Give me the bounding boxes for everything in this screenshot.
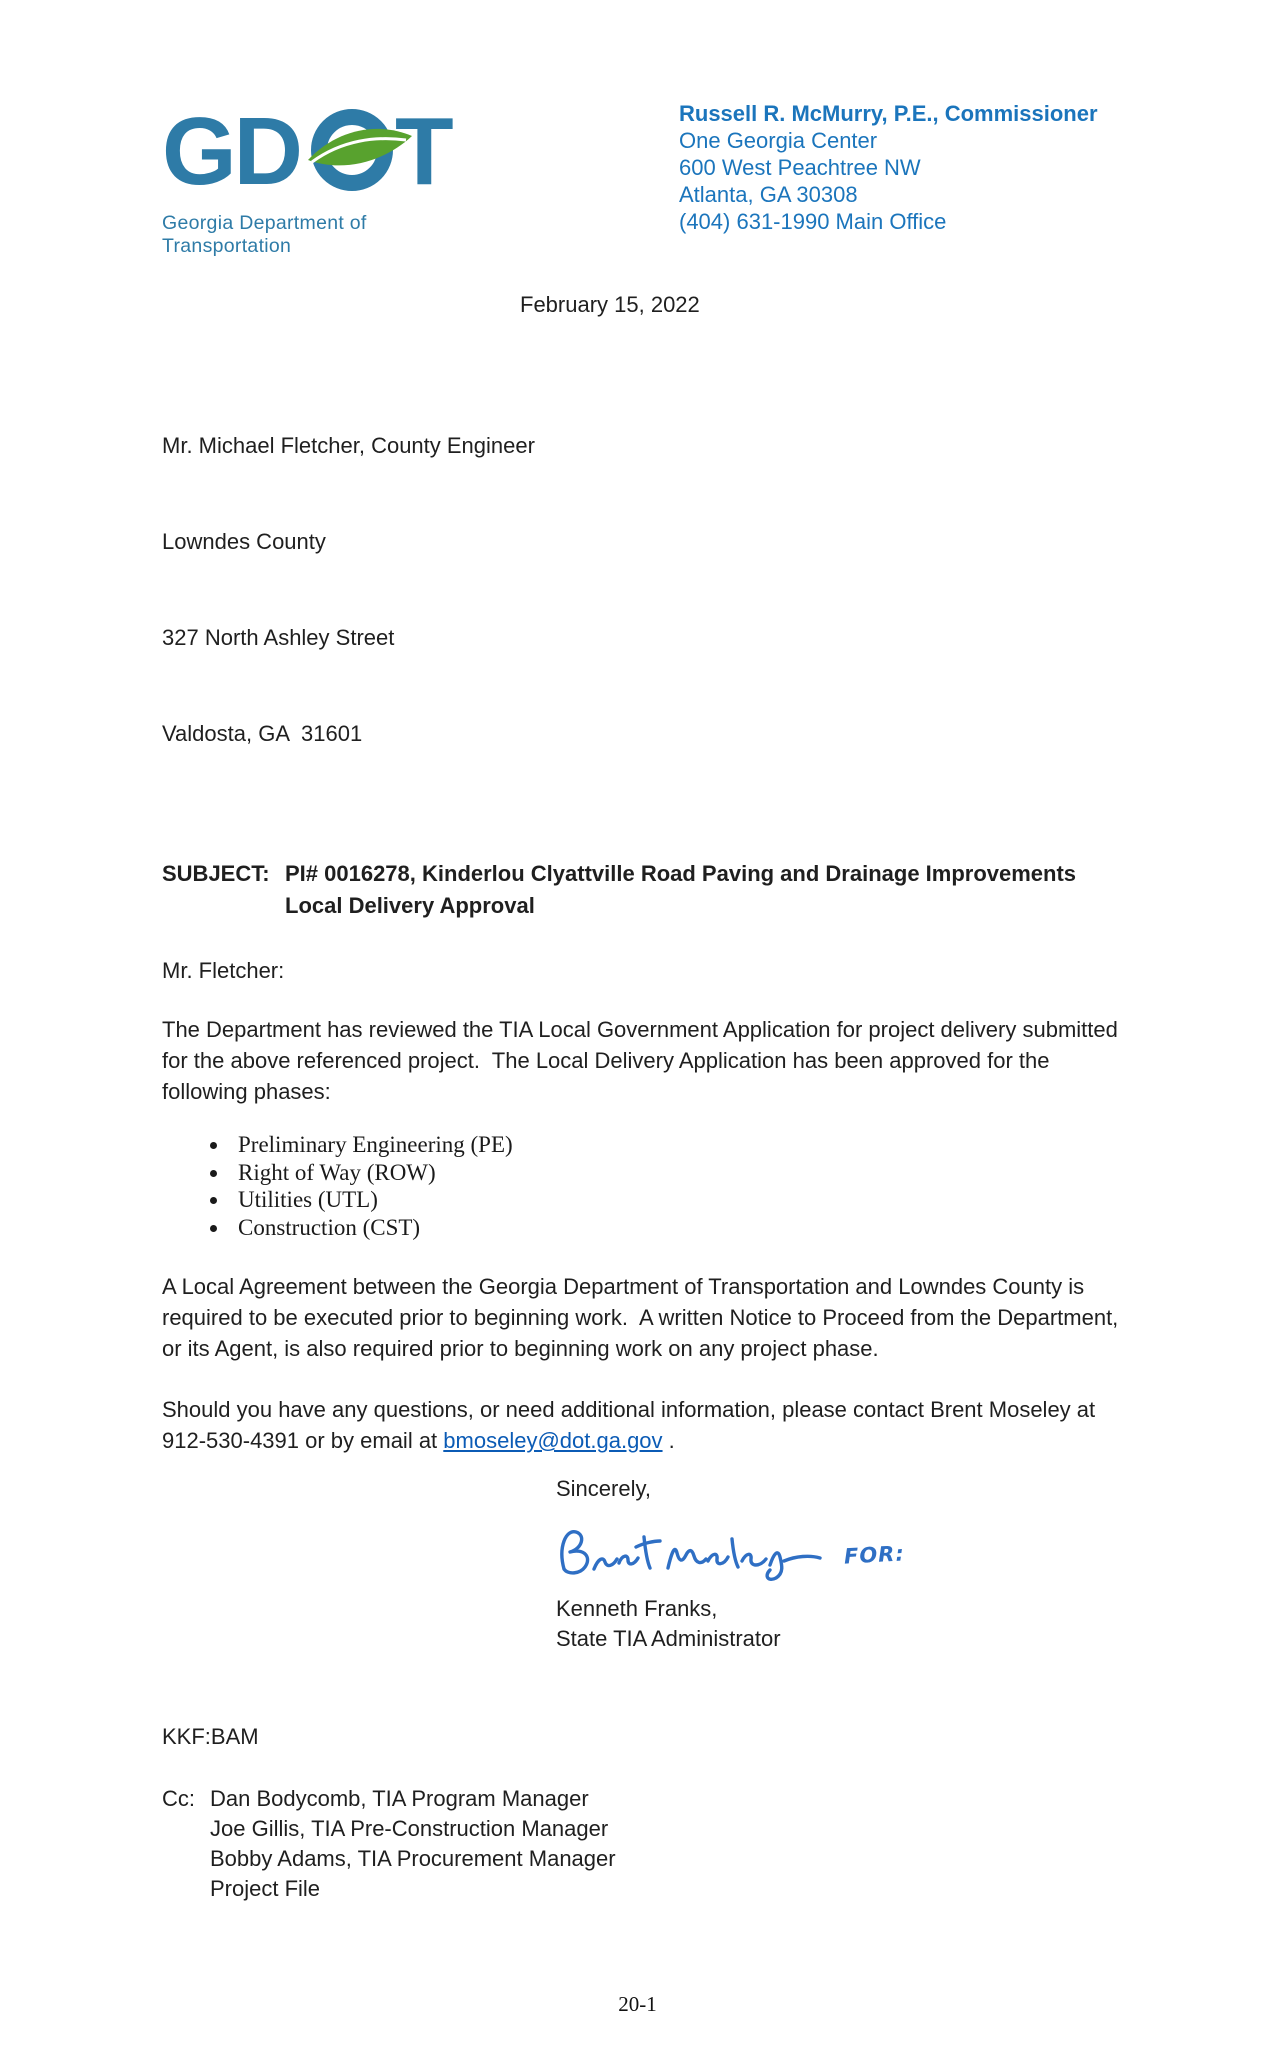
subject-line2: Local Delivery Approval: [285, 893, 535, 918]
letter-date: February 15, 2022: [520, 292, 700, 317]
typist-reference: KKF:BAM: [162, 1724, 259, 1749]
subject-line1: PI# 0016278, Kinderlou Clyattville Road Paving and Drainage Improvements: [285, 861, 1077, 886]
page-number: 20-1: [618, 1992, 657, 2016]
gdot-logo-block: [162, 100, 492, 258]
cc-item: Project File: [210, 1876, 321, 1901]
phase-item: • Construction (CST): [230, 1214, 1125, 1242]
recipient-address: [162, 366, 1125, 814]
phase-item: • Right of Way (ROW): [230, 1159, 1125, 1187]
commissioner-name: Russell R. McMurry, P.E., Commissioner: [679, 101, 1098, 126]
cc-label: Cc:: [162, 1786, 195, 1811]
paragraph3-text-before-link: Should you have any questions, or need additional information, please contact Brent Moseley at 912-530-4391 or by email at: [162, 1397, 1102, 1453]
recipient-line: Mr. Michael Fletcher, County Engineer: [162, 433, 535, 458]
signer-name: Kenneth Franks,: [556, 1596, 718, 1621]
closing-block: [556, 1476, 1125, 1654]
subject-label: SUBJECT:: [162, 861, 270, 886]
closing-sincerely: Sincerely,: [556, 1476, 651, 1501]
phase-item: • Preliminary Engineering (PE): [230, 1131, 1125, 1159]
subject-text: [285, 858, 1076, 922]
contact-address-line3: Atlanta, GA 30308: [679, 182, 858, 207]
recipient-line: Valdosta, GA 31601: [162, 721, 363, 746]
cc-item: Joe Gillis, TIA Pre-Construction Manager: [210, 1816, 609, 1841]
phase-item: • Utilities (UTL): [230, 1186, 1125, 1214]
cc-item: Dan Bodycomb, TIA Program Manager: [210, 1786, 589, 1811]
signature-row: [556, 1516, 1125, 1594]
cc-list: [210, 1784, 616, 1904]
logo-letter-t: T: [395, 100, 454, 202]
logo-letters-gd: GD: [162, 100, 300, 202]
body-paragraph-1: The Department has reviewed the TIA Local Government Application for project delivery submitted for the above referenced project. The Local Delivery Application has been approved for the following phases:: [162, 1017, 1124, 1104]
body-paragraph-2: A Local Agreement between the Georgia Department of Transportation and Lowndes County is required to be executed prior to beginning work. A written Notice to Proceed from the Department, or its Agent, is also required prior to beginning work on any project phase.: [162, 1274, 1125, 1361]
cc-block: [162, 1784, 1125, 1904]
recipient-line: 327 North Ashley Street: [162, 625, 395, 650]
signature-for-label: FOR:: [843, 1541, 906, 1569]
body-paragraph-3: [162, 1394, 1125, 1456]
commissioner-contact-block: [679, 100, 1125, 235]
cc-item: Bobby Adams, TIA Procurement Manager: [210, 1846, 616, 1871]
contact-phone-line: (404) 631-1990 Main Office: [679, 209, 947, 234]
approved-phases-list: [202, 1131, 1125, 1241]
salutation: Mr. Fletcher:: [162, 958, 285, 983]
subject-block: [162, 858, 1125, 922]
recipient-line: Lowndes County: [162, 529, 326, 554]
contact-address-line2: 600 West Peachtree NW: [679, 155, 921, 180]
email-link[interactable]: bmoseley@dot.ga.gov: [443, 1428, 663, 1453]
handwritten-signature-image: [556, 1519, 828, 1591]
gdot-logo-icon: [162, 100, 472, 202]
paragraph3-text-after-link: .: [662, 1428, 675, 1453]
letterhead: [162, 100, 1125, 258]
contact-address-line1: One Georgia Center: [679, 128, 878, 153]
signer-title: State TIA Administrator: [556, 1626, 781, 1651]
logo-tagline: Georgia Department of Transportation: [162, 212, 367, 257]
